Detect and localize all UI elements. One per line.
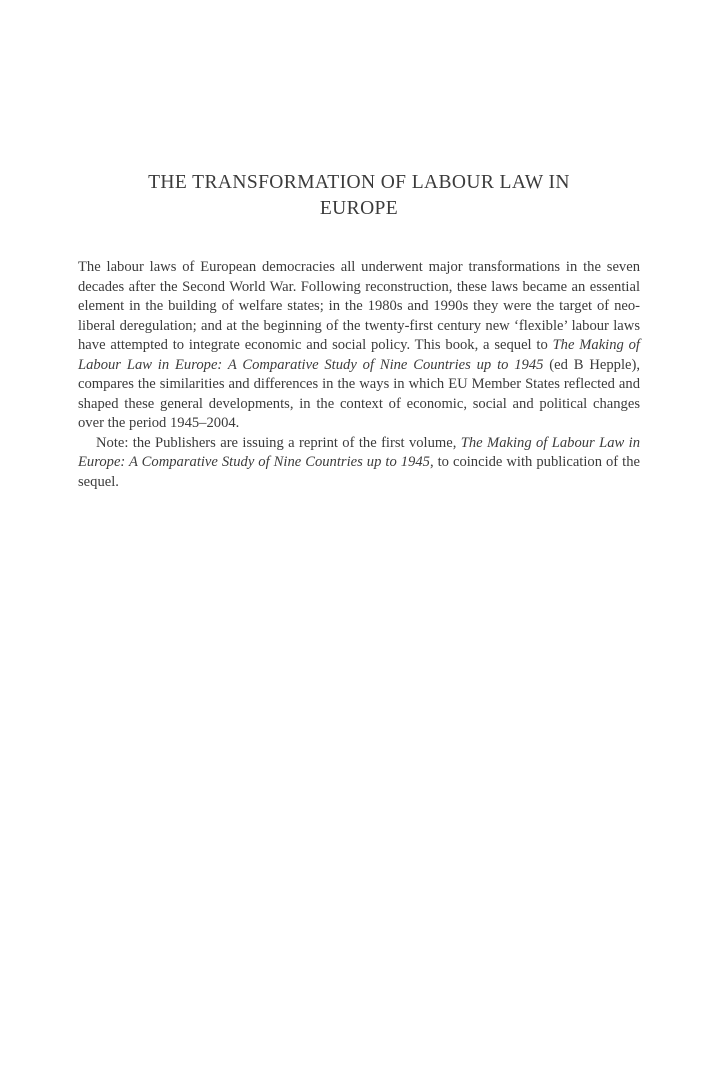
body-paragraphs [78,258,640,492]
paragraph-text: Note: the Publishers are issuing a reprint of the first volume, [96,434,461,451]
paragraph-text: The labour laws of European democracies all underwent major transformations in the seven decades after the Second World War. Following reconstruction, these laws became an essential element in the building of welfare states; in the 1980s and 1990s they were the target of neo-liberal deregulation; and at the beginning of the twenty-first century new ‘flexible’ labour laws have attempted to integrate economic and social policy. This book, a sequel to [78,259,640,353]
paragraph-text: , to coincide with publication of the sequel. [78,454,640,490]
page-title-line-2: EUROPE [319,198,399,219]
page-title-line-1: THE TRANSFORMATION OF LABOUR LAW IN [148,172,570,193]
page-title [78,0,640,222]
book-title-italic: The Making of Labour Law in Europe: A Comparative Study of Nine Countries up to 1945 [78,434,640,470]
book-title-italic: The Making of Labour Law in Europe: A Comparative Study of Nine Countries up to 1945 [78,337,640,373]
paragraph-text: (ed B Hepple), compares the similarities and differences in the ways in which EU Member States reflected and shaped these general developments, in the context of economic, social and political changes over the period 1945–2004. [78,356,640,431]
paragraph [78,258,640,434]
paragraph [78,434,640,493]
